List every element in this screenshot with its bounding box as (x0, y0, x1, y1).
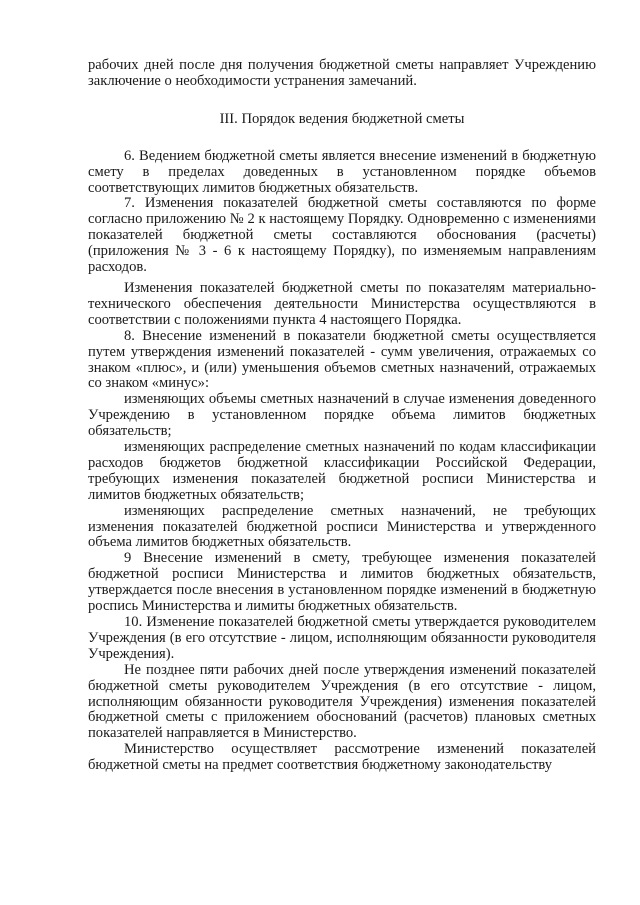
paragraph-9: 9 Внесение изменений в смету, требующее изменения показателей бюджетной росписи Министерства и лимитов бюджетных обязательств, утверждается после внесения в установленном порядке изменений в бюджетную роспись Министерства и лимиты бюджетных обязательств. (88, 550, 596, 615)
paragraph-7: 7. Изменения показателей бюджетной сметы составляются по форме согласно приложению № 2 к настоящему Порядку. Одновременно с изменениями показателей бюджетной сметы составляются обоснования (расчеты) (приложения № 3 - 6 к настоящему Порядку), по изменяемым направлениям расходов. (88, 195, 596, 276)
paragraph-6: 6. Ведением бюджетной сметы является внесение изменений в бюджетную смету в пределах доведенных в установленном порядке объемов соответствующих лимитов бюджетных обязательств. (88, 147, 596, 196)
paragraph-10-submission: Не позднее пяти рабочих дней после утверждения изменений показателей бюджетной сметы руководителем Учреждения (в его отсутствие - лицом, исполняющим обязанности руководителя Учреждения) изменения показателей бюджетной сметы с приложением обоснований (расчетов) плановых сметных показателей направляется в Министерство. (88, 661, 596, 742)
intro-paragraph: рабочих дней после дня получения бюджетной сметы направляет Учреждению заключение о необходимости устранения замечаний. (88, 57, 596, 89)
list-item-distribution-change-without-registry: изменяющих распределение сметных назначений, не требующих изменения показателей бюджетной росписи Министерства и утвержденного объема лимитов бюджетных обязательств. (88, 502, 596, 551)
document-page (88, 58, 596, 774)
paragraph-10-review: Министерство осуществляет рассмотрение изменений показателей бюджетной сметы на предмет соответствия бюджетному законодательству (88, 741, 596, 774)
paragraph-8: 8. Внесение изменений в показатели бюджетной сметы осуществляется путем утверждения изменений показателей - сумм увеличения, отражаемых со знаком «плюс», и (или) уменьшения объемов сметных назначений, отражаемых со знаком «минус»: (88, 327, 596, 392)
list-item-volume-change: изменяющих объемы сметных назначений в случае изменения доведенного Учреждению в установленном порядке объема лимитов бюджетных обязательств; (88, 391, 596, 440)
section-heading: III. Порядок ведения бюджетной сметы (219, 110, 465, 127)
list-item-distribution-change-with-registry: изменяющих распределение сметных назначений по кодам классификации расходов бюджетов бюджетной классификации Российской Федерации, требующих изменения показателей бюджетной росписи Министерства и лимитов бюджетных обязательств; (88, 439, 596, 503)
paragraph-7-continuation: Изменения показателей бюджетной сметы по показателям материально-технического обеспечения деятельности Министерства осуществляются в соответствии с положениями пункта 4 настоящего Порядка. (88, 279, 596, 328)
paragraph-10: 10. Изменение показателей бюджетной сметы утверждается руководителем Учреждения (в его отсутствие - лицом, исполняющим обязанности руководителя Учреждения). (88, 614, 596, 662)
